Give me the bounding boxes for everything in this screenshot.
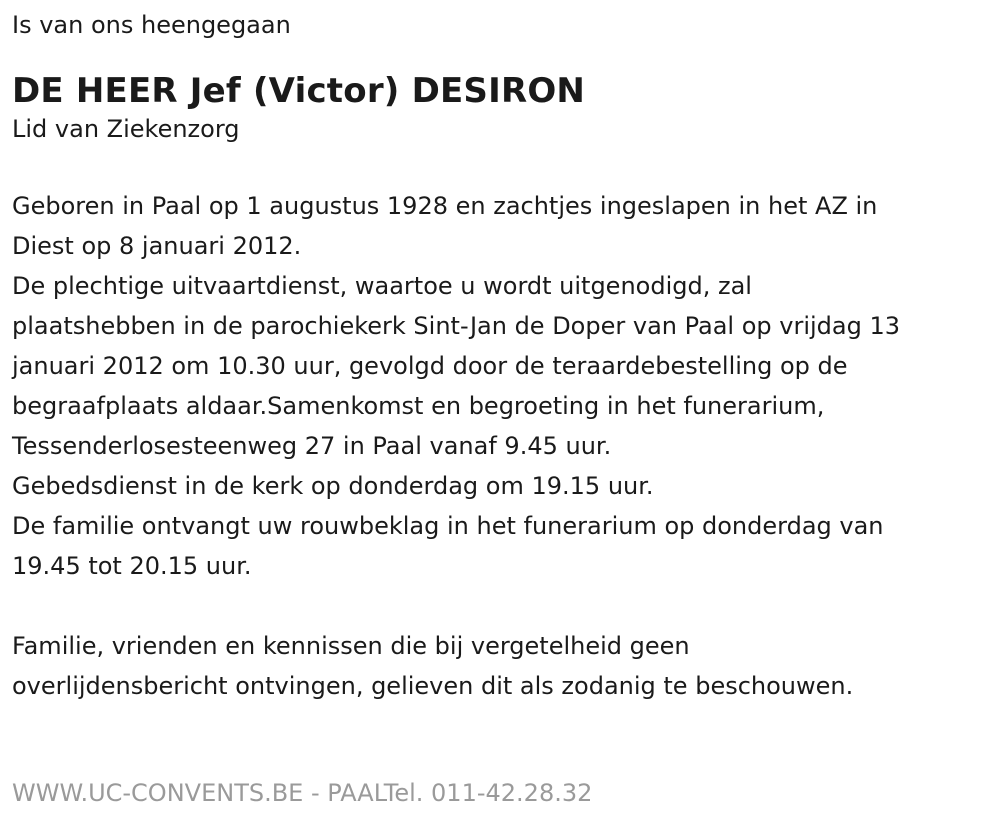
body-line: Geboren in Paal op 1 augustus 1928 en zachtjes ingeslapen in het AZ in <box>12 192 878 220</box>
body-line: begraafplaats aldaar.Samenkomst en begroeting in het funerarium, <box>12 392 825 420</box>
body-line: Gebedsdienst in de kerk op donderdag om 19.15 uur. <box>12 472 654 500</box>
closing-text <box>12 626 988 706</box>
intro-text: Is van ons heengegaan <box>12 11 291 39</box>
footer-contact: WWW.UC-CONVENTS.BE - PAALTel. 011-42.28.32 <box>12 779 593 807</box>
subtitle-text: Lid van Ziekenzorg <box>12 115 240 143</box>
body-line: De familie ontvangt uw rouwbeklag in het funerarium op donderdag van <box>12 512 884 540</box>
closing-line: Familie, vrienden en kennissen die bij vergetelheid geen <box>12 632 690 660</box>
body-line: Diest op 8 januari 2012. <box>12 232 302 260</box>
body-line: plaatshebben in de parochiekerk Sint-Jan de Doper van Paal op vrijdag 13 <box>12 312 901 340</box>
body-line: De plechtige uitvaartdienst, waartoe u wordt uitgenodigd, zal <box>12 272 752 300</box>
body-line: 19.45 tot 20.15 uur. <box>12 552 252 580</box>
closing-line: overlijdensbericht ontvingen, gelieven dit als zodanig te beschouwen. <box>12 672 854 700</box>
notice-body <box>12 186 988 586</box>
deceased-name: DE HEER Jef (Victor) DESIRON <box>12 71 586 111</box>
body-line: Tessenderlosesteenweg 27 in Paal vanaf 9.45 uur. <box>12 432 612 460</box>
body-line: januari 2012 om 10.30 uur, gevolgd door de teraardebestelling op de <box>12 352 848 380</box>
